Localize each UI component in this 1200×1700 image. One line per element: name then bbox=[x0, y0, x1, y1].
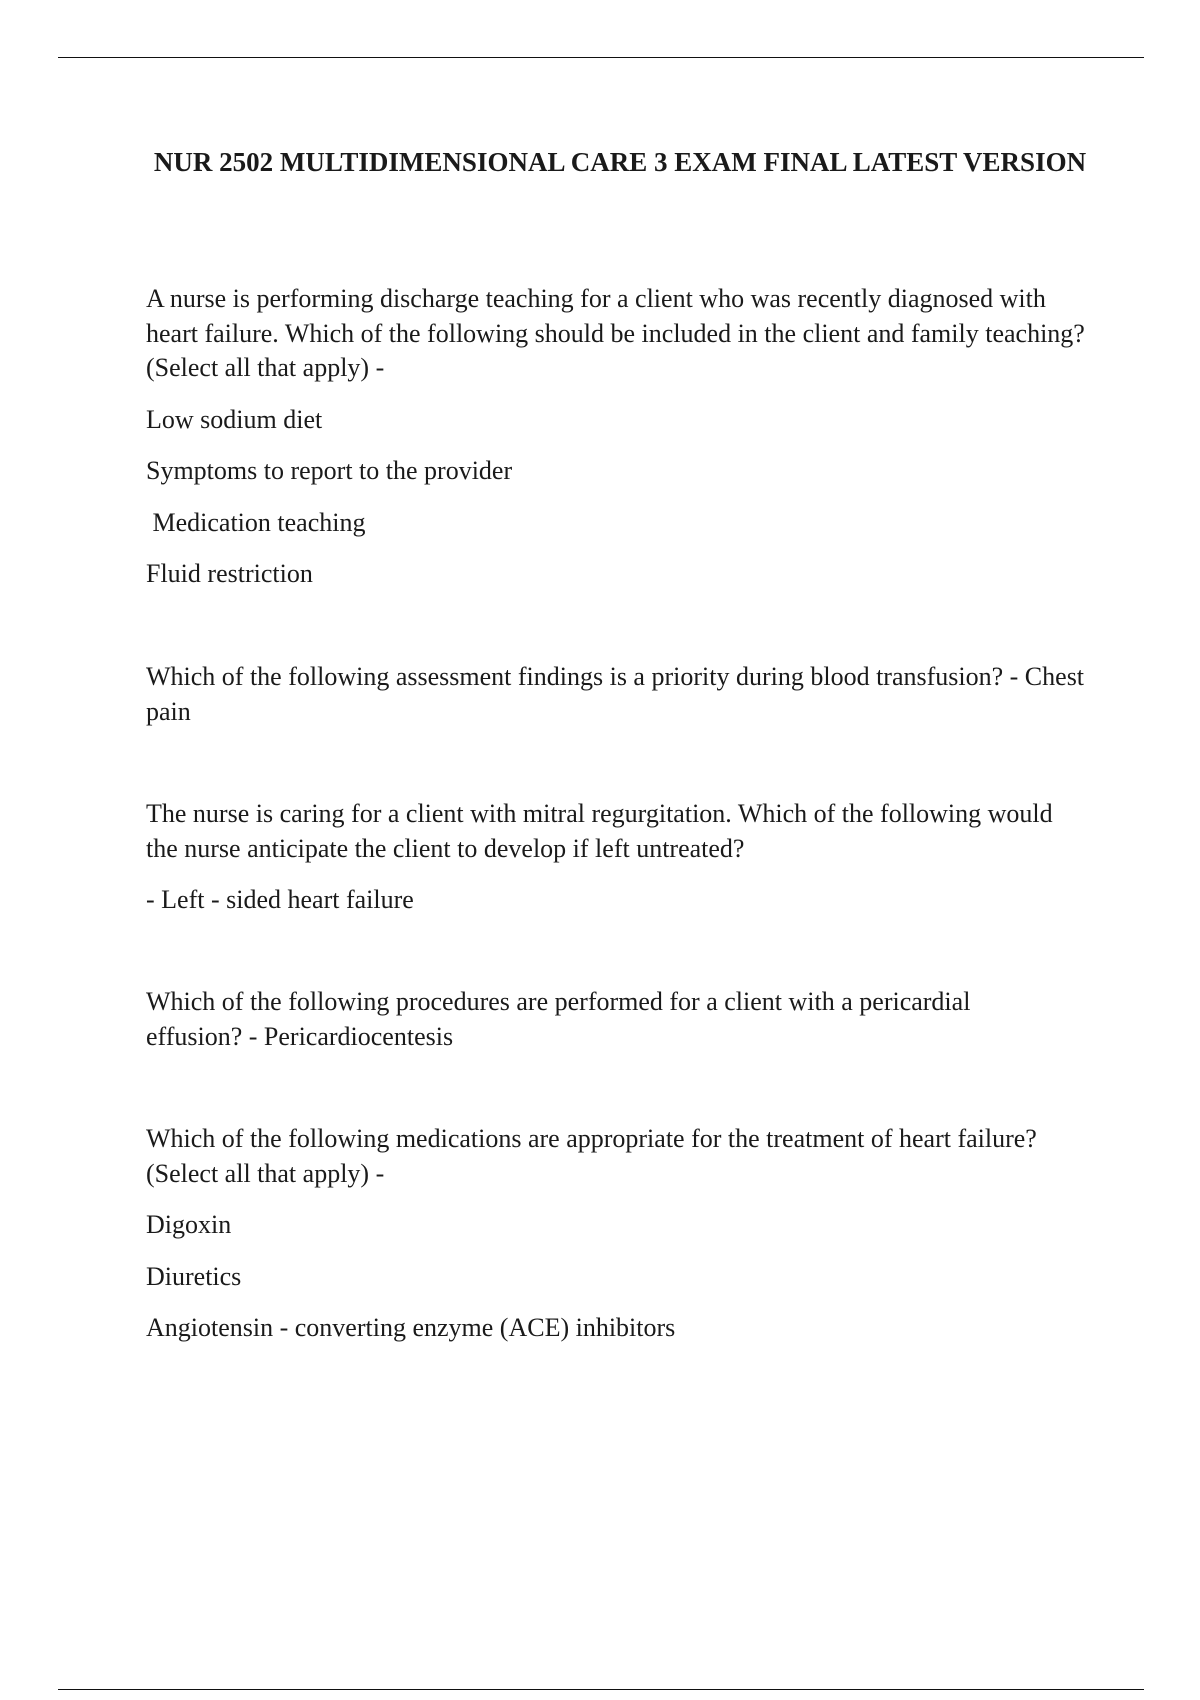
document-title: NUR 2502 MULTIDIMENSIONAL CARE 3 EXAM FINAL LATEST VERSION bbox=[153, 147, 1087, 177]
question-3 bbox=[146, 797, 1071, 918]
top-rule bbox=[58, 57, 1144, 58]
question-1-text: A nurse is performing discharge teaching for a client who was recently diagnosed with heart failure. Which of the following should be included in the client and family teaching? (Select all that apply) - bbox=[146, 284, 1085, 382]
bottom-rule bbox=[58, 1689, 1144, 1690]
question-3-text: The nurse is caring for a client with mitral regurgitation. Which of the following would the nurse anticipate the client to develop if left untreated? bbox=[146, 799, 1053, 863]
question-5-answer-1: Digoxin bbox=[146, 1210, 232, 1239]
question-4-text: Which of the following procedures are performed for a client with a pericardial effusion? - Pericardiocentesis bbox=[146, 987, 971, 1051]
question-5-answer-2: Diuretics bbox=[146, 1261, 242, 1291]
question-1 bbox=[146, 282, 1091, 592]
question-5-answer-3: Angiotensin - converting enzyme (ACE) inhibitors bbox=[146, 1313, 676, 1342]
question-1-answer-3: Medication teaching bbox=[146, 507, 366, 537]
question-3-answer-1: - Left - sided heart failure bbox=[146, 885, 414, 914]
question-2 bbox=[146, 660, 1096, 729]
question-1-answer-2: Symptoms to report to the provider bbox=[146, 456, 513, 485]
question-5 bbox=[146, 1122, 1046, 1346]
question-1-answer-4: Fluid restriction bbox=[146, 559, 313, 588]
question-2-text: Which of the following assessment findings is a priority during blood transfusion? - Chest pain bbox=[146, 662, 1085, 726]
question-1-answer-1: Low sodium diet bbox=[146, 404, 323, 434]
question-4 bbox=[146, 985, 1056, 1054]
question-5-text: Which of the following medications are appropriate for the treatment of heart failure? (Select all that apply) - bbox=[146, 1124, 1037, 1188]
